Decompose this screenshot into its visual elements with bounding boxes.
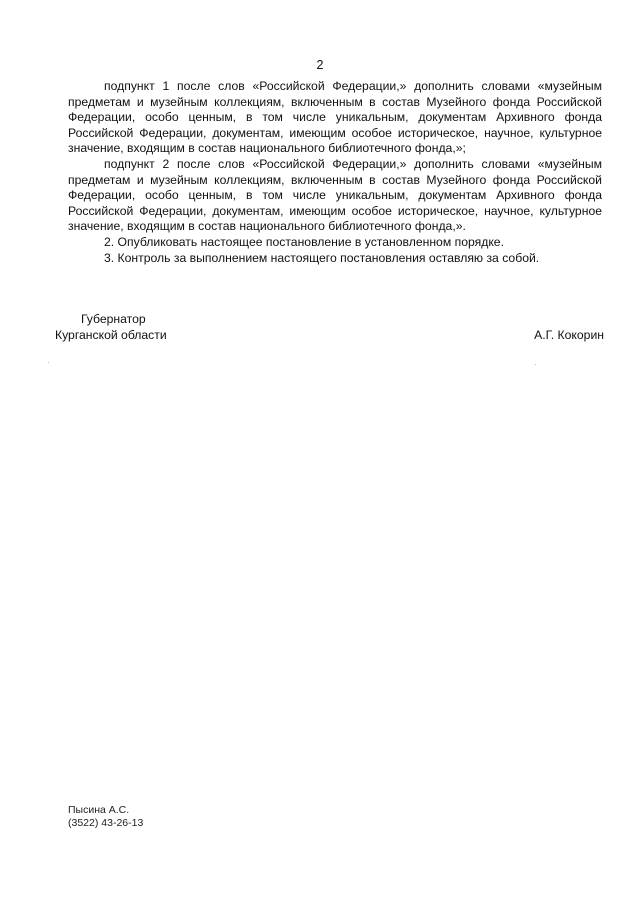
signer-title: Губернатор: [81, 312, 146, 326]
document-body: [68, 79, 602, 266]
executor-phone: (3522) 43-26-13: [68, 817, 144, 829]
paragraph-subpoint-1: подпункт 1 после слов «Российской Федерации,» дополнить словами «музейным предметам и музейным коллекциям, включенным в состав Музейного фонда Российской Федерации, особо ценным, в том числе уникальным, документам Архивного фонда Российской Федерации, документам, имеющим особое историческое, научное, культурное значение, входящим в состав национального библиотечного фонда,»;: [68, 79, 602, 156]
footer-executor: [68, 804, 143, 830]
scan-speck: [535, 364, 536, 365]
executor-name: Пысина А.С.: [68, 804, 130, 816]
page-number: 2: [316, 58, 324, 72]
signer-name: А.Г. Кокорин: [534, 327, 604, 342]
signature-block: [55, 312, 604, 343]
signer-region: Курганской области: [55, 327, 167, 342]
signature-row: [55, 328, 604, 344]
paragraph-publish: 2. Опубликовать настоящее постановление в установленном порядке.: [104, 234, 504, 249]
scan-speck: [48, 362, 49, 363]
paragraph-subpoint-2: подпункт 2 после слов «Российской Федерации,» дополнить словами «музейным предметам и музейным коллекциям, включенным в состав Музейного фонда Российской Федерации, особо ценным, в том числе уникальным, документам Архивного фонда Российской Федерации, документам, имеющим особое историческое, научное, культурное значение, входящим в состав национального библиотечного фонда,».: [68, 156, 602, 234]
paragraph-control: 3. Контроль за выполнением настоящего постановления оставляю за собой.: [104, 250, 540, 265]
